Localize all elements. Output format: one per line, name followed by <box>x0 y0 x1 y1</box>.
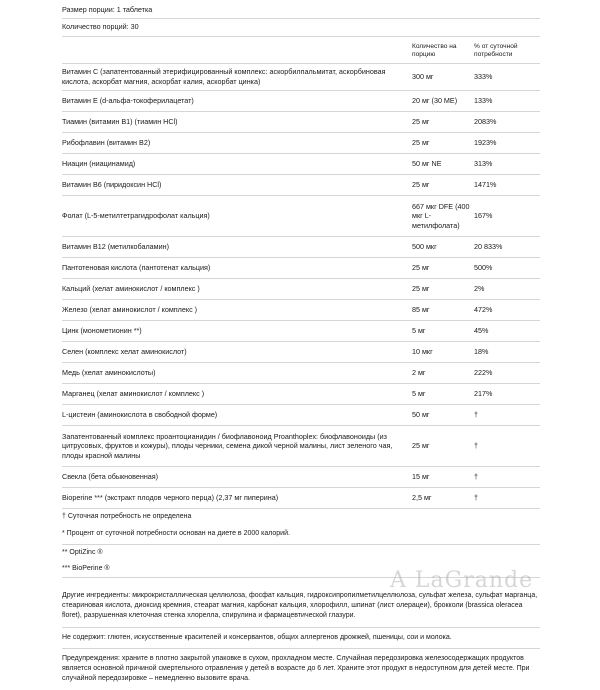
table-row <box>62 363 540 384</box>
nutrient-name: Витамин С (запатентованный этерифицированный комплекс: аскорбилпальмитат, аскорбиновая кислота, аскорбат магния, аскорбат калия, аскорбат цинка) <box>62 67 386 86</box>
nutrient-name: Фолат (L-5-метилтетрагидрофолат кальция) <box>62 211 210 221</box>
nutrient-daily-value: 18% <box>474 347 489 357</box>
table-row <box>62 426 540 467</box>
nutrient-name: Марганец (хелат аминокислот / комплекс ) <box>62 389 205 399</box>
nutrient-amount: 50 мг NE <box>412 159 442 169</box>
nutrient-name: Медь (хелат аминокислоты) <box>62 368 156 378</box>
nutrient-daily-value: 20 833% <box>474 242 503 252</box>
table-row <box>62 342 540 363</box>
nutrient-name: Тиамин (витамин В1) (тиамин HCl) <box>62 117 178 127</box>
table-row <box>62 112 540 133</box>
footnotes <box>62 509 540 578</box>
footnote-percent: * Процент от суточной потребности основан на диете в 2000 калорий. <box>62 525 540 545</box>
nutrient-amount: 25 мг <box>412 263 430 273</box>
table-row <box>62 300 540 321</box>
does-not-contain: Не содержит: глютен, искусственные красителей и консервантов, общих аллергенов дрожжей, пшеницы, сои и молока. <box>62 628 540 650</box>
nutrient-amount: 25 мг <box>412 441 430 451</box>
nutrient-amount: 85 мг <box>412 305 430 315</box>
nutrient-daily-value: 45% <box>474 326 489 336</box>
amount-column-header: Количество на порцию <box>412 42 457 59</box>
nutrient-daily-value: † <box>474 410 478 420</box>
nutrient-daily-value: 217% <box>474 389 493 399</box>
nutrient-daily-value: 222% <box>474 368 493 378</box>
nutrient-daily-value: 167% <box>474 211 493 221</box>
table-header <box>62 37 540 64</box>
serving-size: Размер порции: 1 таблетка <box>62 2 540 19</box>
table-row <box>62 91 540 112</box>
nutrient-daily-value: 313% <box>474 159 493 169</box>
nutrient-amount: 25 мг <box>412 180 430 190</box>
table-row <box>62 384 540 405</box>
nutrient-amount: 667 мкг DFE (400 мкг L-метилфолата) <box>412 201 470 230</box>
nutrient-amount: 50 мг <box>412 410 430 420</box>
nutrient-name: Железо (хелат аминокислот / комплекс ) <box>62 305 198 315</box>
table-row <box>62 64 540 91</box>
nutrient-name: Цинк (монометионин **) <box>62 326 142 336</box>
nutrient-name: Витамин Е (d-альфа-токоферилацетат) <box>62 96 194 106</box>
nutrient-name: Запатентованный комплекс проантоцианидин / биофлавоноид Proanthoplex: биофлавоноиды (из цитрусовых, фруктов и кожуры), плоды черники, семена дикой черной малины, лист зеленого чая, плоды красной малины <box>62 431 393 460</box>
nutrient-daily-value: 133% <box>474 96 493 106</box>
nutrient-name: Пантотеновая кислота (пантотенат кальция) <box>62 263 211 273</box>
nutrient-amount: 10 мкг <box>412 347 433 357</box>
table-row <box>62 237 540 258</box>
nutrient-amount: 15 мг <box>412 472 430 482</box>
table-row <box>62 405 540 426</box>
footnote-optizinc: ** OptiZinc ® <box>62 549 103 557</box>
table-row <box>62 196 540 237</box>
nutrient-amount: 20 мг (30 МЕ) <box>412 96 458 106</box>
nutrient-amount: 5 мг <box>412 326 426 336</box>
nutrient-name: Витамин В6 (пиридоксин HCl) <box>62 180 162 190</box>
nutrient-name: Витамин В12 (метилкобаламин) <box>62 242 170 252</box>
nutrient-name: Селен (комплекс хелат аминокислот) <box>62 347 187 357</box>
table-row <box>62 321 540 342</box>
nutrient-amount: 300 мг <box>412 72 434 82</box>
nutrient-name: L-цистеин (аминокислота в свободной форме) <box>62 410 218 420</box>
other-ingredients: Другие ингредиенты: микрокристаллическая целлюлоза, фосфат кальция, гидроксипропилметилцеллюлоза, сульфат железа, сульфат марганца, стеариновая кислота, диоксид кремния, стеарат магния, карбонат кальция, хлорофилл, шпинат (лист олерацеи), брокколи (brassica oleracea floret), разрушенная клеточная стенка хлорелла, спирулина и фармацевтической глазури. <box>62 586 540 627</box>
nutrient-daily-value: 2% <box>474 284 485 294</box>
table-row <box>62 175 540 196</box>
nutrient-name: Кальций (хелат аминокислот / комплекс ) <box>62 284 200 294</box>
nutrient-name: Ниацин (ниацинамид) <box>62 159 136 169</box>
nutrient-name: Bioperine *** (экстракт плодов черного перца) (2,37 мг пиперина) <box>62 493 279 503</box>
nutrient-daily-value: 333% <box>474 72 493 82</box>
footnote-bioperine: *** BioPerine ® <box>62 561 540 578</box>
nutrient-amount: 2,5 мг <box>412 493 432 503</box>
nutrient-daily-value: 1923% <box>474 138 497 148</box>
nutrient-name: Свекла (бета обыкновенная) <box>62 472 159 482</box>
nutrient-amount: 2 мг <box>412 368 426 378</box>
nutrient-amount: 25 мг <box>412 138 430 148</box>
nutrient-daily-value: 500% <box>474 263 493 273</box>
nutrient-daily-value: 472% <box>474 305 493 315</box>
table-row <box>62 467 540 488</box>
nutrient-daily-value: † <box>474 441 478 451</box>
table-row <box>62 279 540 300</box>
watermark-logo: A LaGrande <box>390 568 534 593</box>
table-row <box>62 488 540 509</box>
supplement-facts-document <box>62 2 540 690</box>
daily-value-column-header: % от суточной потребности <box>474 42 518 59</box>
nutrient-daily-value: 1471% <box>474 180 497 190</box>
nutrient-daily-value: 2083% <box>474 117 497 127</box>
servings-per-container: Количество порций: 30 <box>62 19 540 36</box>
nutrient-daily-value: † <box>474 472 478 482</box>
nutrient-table <box>62 64 540 509</box>
nutrient-amount: 25 мг <box>412 117 430 127</box>
nutrient-amount: 500 мкг <box>412 242 437 252</box>
nutrient-daily-value: † <box>474 493 478 503</box>
table-row <box>62 258 540 279</box>
warnings: Предупреждения: храните в плотно закрытой упаковке в сухом, прохладном месте. Случайная передозировка железосодержащих продуктов является основной причиной смертельного отравления у детей в возрасте до 6 лет. Храните этот продукт в недоступном для детей месте. При случайной передозировке – немедленно вызовите врача. <box>62 655 530 682</box>
nutrient-amount: 5 мг <box>412 389 426 399</box>
footnote-dagger: † Суточная потребность не определена <box>62 512 192 520</box>
table-row <box>62 133 540 154</box>
table-row <box>62 154 540 175</box>
nutrient-amount: 25 мг <box>412 284 430 294</box>
nutrient-name: Рибофлавин (витамин В2) <box>62 138 151 148</box>
